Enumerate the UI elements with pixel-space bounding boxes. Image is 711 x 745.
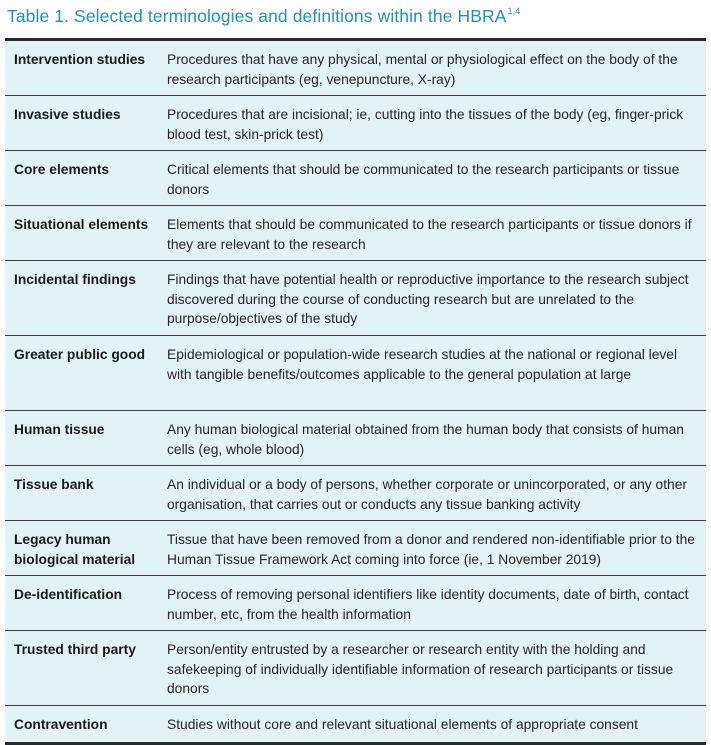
table-row (5, 41, 706, 96)
term-cell: Situational elements (14, 217, 149, 232)
definition-cell: Procedures that have any physical, mental or physiological effect on the body of the research participants (eg, venepuncture, X-ray) (167, 52, 678, 87)
table-title-text: Table 1. Selected terminologies and definitions within the HBRA (7, 6, 507, 26)
definition-cell: Elements that should be communicated to the research participants or tissue donors if they are relevant to the research (167, 217, 692, 252)
table-row (5, 576, 706, 631)
term-cell: Greater public good (14, 347, 146, 362)
table-row (5, 261, 706, 336)
definition-cell: Any human biological material obtained from the human body that consists of human cells (eg, whole blood) (167, 422, 684, 457)
definition-cell: Studies without core and relevant situational elements of appropriate consent (167, 717, 638, 732)
table-row (5, 466, 706, 521)
term-cell: Core elements (14, 162, 110, 177)
definition-cell: Process of removing personal identifiers like identity documents, date of birth, contact number, etc, from the health information (167, 587, 689, 622)
table-row (5, 706, 706, 742)
term-cell: Invasive studies (14, 107, 121, 122)
term-cell: Trusted third party (14, 642, 136, 657)
term-cell: Incidental findings (14, 272, 136, 287)
term-cell: Legacy human biological material (14, 532, 136, 567)
definition-cell: Critical elements that should be communicated to the research participants or tissue donors (167, 162, 680, 197)
term-cell: Intervention studies (14, 52, 146, 67)
table-row (5, 521, 706, 576)
term-cell: Tissue bank (14, 477, 94, 492)
table-title (7, 6, 520, 30)
definition-cell: Tissue that have been removed from a donor and rendered non-identifiable prior to the Human Tissue Framework Act coming into force (ie, 1 November 2019) (167, 532, 695, 567)
table-row (5, 336, 706, 411)
term-cell: Human tissue (14, 422, 105, 437)
table-row (5, 411, 706, 466)
definition-cell: Epidemiological or population-wide research studies at the national or regional level with tangible benefits/outcomes applicable to the general population at large (167, 347, 678, 382)
term-cell: Contravention (14, 717, 108, 732)
definition-cell: Findings that have potential health or reproductive importance to the research subject discovered during the course of conducting research but are unrelated to the purpose/objectives of the study (167, 272, 689, 326)
table-row (5, 206, 706, 261)
title-citation-superscript: 1,4 (507, 6, 521, 16)
table-row (5, 631, 706, 706)
table-row (5, 151, 706, 206)
definition-cell: An individual or a body of persons, whether corporate or unincorporated, or any other organisation, that carries out or conducts any tissue banking activity (167, 477, 687, 512)
definition-cell: Person/entity entrusted by a researcher or research entity with the holding and safekeeping of individually identifiable information of research participants or tissue donors (167, 642, 674, 696)
definitions-table (5, 38, 706, 745)
table-row (5, 96, 706, 151)
term-cell: De-identification (14, 587, 123, 602)
definition-cell: Procedures that are incisional; ie, cutting into the tissues of the body (eg, finger-prick blood test, skin-prick test) (167, 107, 684, 142)
